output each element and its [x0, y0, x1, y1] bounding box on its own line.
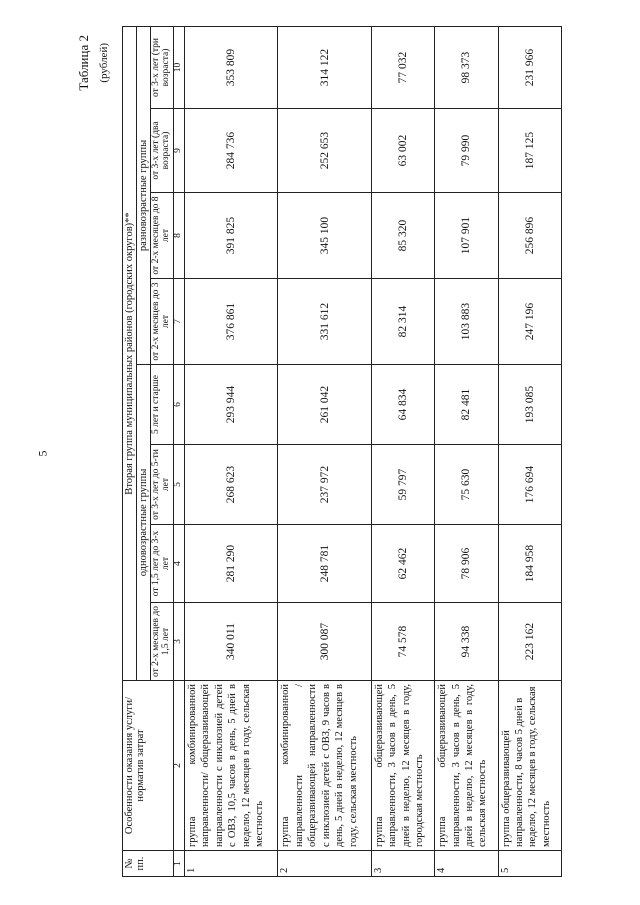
column-number: 3: [173, 603, 184, 681]
cost-cell: 63 002: [371, 109, 434, 193]
cost-cell: 376 861: [184, 279, 277, 365]
cost-cell: 340 011: [184, 603, 277, 681]
cost-cell: 345 100: [278, 193, 371, 279]
column-number: 8: [173, 193, 184, 279]
cost-cell: 75 630: [435, 445, 498, 525]
cost-cell: 248 781: [278, 525, 371, 603]
cost-cell: 107 901: [435, 193, 498, 279]
header-col: от 3-х лет (два возраста): [151, 109, 174, 193]
row-feature: группа комбинированной направленности / общеразвивающей направленности с инклюзией детей с ОВЗ, 9 часов в день, 5 дней в неделю, 12 месяцев в году, сельская местность: [278, 681, 371, 851]
header-col: от 2-х месяцев до 8 лет: [151, 193, 174, 279]
cost-cell: 237 972: [278, 445, 371, 525]
cost-cell: 281 290: [184, 525, 277, 603]
cost-cell: 331 612: [278, 279, 371, 365]
column-number: 6: [173, 365, 184, 445]
column-number: 9: [173, 109, 184, 193]
cost-cell: 353 809: [184, 27, 277, 109]
cost-cell: 64 834: [371, 365, 434, 445]
cost-cell: 79 990: [435, 109, 498, 193]
column-number: 5: [173, 445, 184, 525]
cost-cell: 98 373: [435, 27, 498, 109]
header-col: от 3-х лет до 5-ти лет: [151, 445, 174, 525]
table-title: Таблица 2: [76, 35, 91, 91]
cost-cell: 62 462: [371, 525, 434, 603]
row-feature: группа общеразвивающей направленности, 3 часов в день, 5 дней в неделю, 12 месяцев в году, городская местность: [371, 681, 434, 851]
header-col: от 2-х месяцев до 3 лет: [151, 279, 174, 365]
cost-cell: 391 825: [184, 193, 277, 279]
cost-cell: 223 162: [498, 603, 561, 681]
row-number: 1: [184, 851, 277, 877]
header-col: от 3-х лет (три возраста): [151, 27, 174, 109]
cost-cell: 85 320: [371, 193, 434, 279]
cost-cell: 247 196: [498, 279, 561, 365]
cost-cell: 231 966: [498, 27, 561, 109]
header-col: 5 лет и старше: [151, 365, 174, 445]
row-feature: группа общеразвивающей направленности, 8 часов 5 дней в неделю, 12 месяцев в году, сельская местность: [498, 681, 561, 851]
column-number: 4: [173, 525, 184, 603]
cost-cell: 77 032: [371, 27, 434, 109]
header-group: Вторая группа муниципальных районов (городских округов)**: [123, 27, 137, 681]
table-unit: (рублей): [98, 43, 110, 83]
row-number: 4: [435, 851, 498, 877]
cost-cell: 261 042: [278, 365, 371, 445]
column-number: 7: [173, 279, 184, 365]
header-mixed-age: разновозрастные группы: [137, 27, 151, 365]
column-number: 2: [173, 681, 184, 851]
row-number: 5: [498, 851, 561, 877]
cost-cell: 176 694: [498, 445, 561, 525]
header-no: № пп.: [123, 851, 174, 877]
header-feature: Особенности оказания услуги/норматив затрат: [123, 681, 174, 851]
cost-cell: 74 578: [371, 603, 434, 681]
row-feature: группа комбинированной направленности/ общеразвивающей направленности с инклюзией детей с ОВЗ, 10,5 часов в день, 5 дней в неделю, 12 месяцев в году, сельская местность: [184, 681, 277, 851]
cost-cell: 314 122: [278, 27, 371, 109]
cost-cell: 82 481: [435, 365, 498, 445]
cost-cell: 187 125: [498, 109, 561, 193]
row-feature: группа общеразвивающей направленности, 3 часов в день, 5 дней в неделю, 12 месяцев в году, сельская местность: [435, 681, 498, 851]
cost-cell: 256 896: [498, 193, 561, 279]
table-row: [278, 27, 371, 877]
row-number: 3: [371, 851, 434, 877]
cost-cell: 103 883: [435, 279, 498, 365]
table-row: [184, 27, 277, 877]
cost-cell: 82 314: [371, 279, 434, 365]
table-row: [498, 27, 561, 877]
cost-cell: 59 797: [371, 445, 434, 525]
cost-cell: 252 653: [278, 109, 371, 193]
column-number: 10: [173, 27, 184, 109]
cost-cell: 300 087: [278, 603, 371, 681]
table-caption: [76, 35, 110, 91]
cost-cell: 94 338: [435, 603, 498, 681]
column-number-row: [173, 27, 184, 877]
cost-cell: 284 736: [184, 109, 277, 193]
header-col: от 2-х месяцев до 1,5 лет: [151, 603, 174, 681]
header-row-1: [123, 27, 137, 877]
table-row: [371, 27, 434, 877]
header-single-age: одновозрастные группы: [137, 365, 151, 681]
column-number: 1: [173, 851, 184, 877]
table-row: [435, 27, 498, 877]
row-number: 2: [278, 851, 371, 877]
cost-table: [122, 26, 562, 877]
cost-cell: 193 085: [498, 365, 561, 445]
cost-cell: 268 623: [184, 445, 277, 525]
cost-cell: 78 906: [435, 525, 498, 603]
rotated-page-content: [70, 17, 570, 887]
cost-cell: 184 958: [498, 525, 561, 603]
header-col: от 1,5 лет до 3-х лет: [151, 525, 174, 603]
cost-cell: 293 944: [184, 365, 277, 445]
page-number: 5: [35, 450, 50, 457]
